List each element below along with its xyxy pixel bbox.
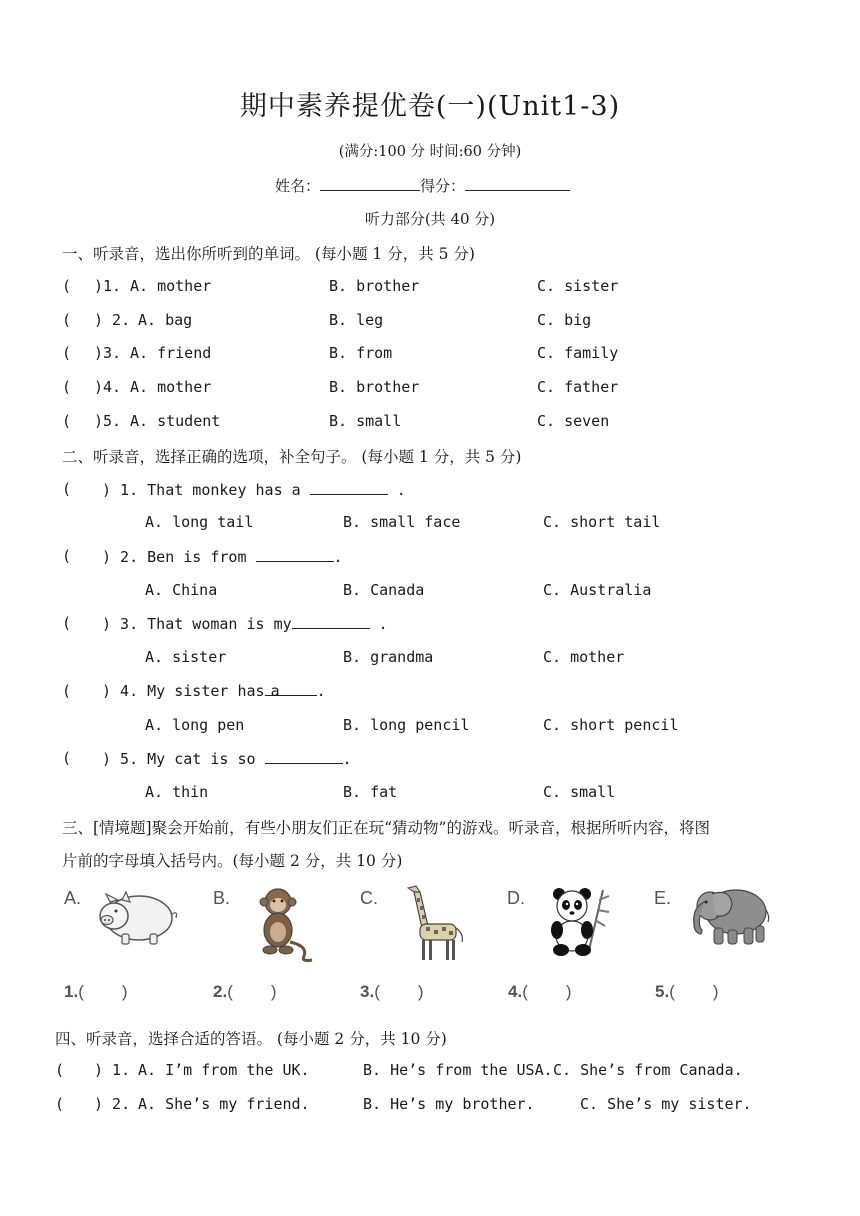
- option-a: A. mother: [130, 277, 212, 295]
- option-a: A. thin: [145, 783, 209, 801]
- section1-heading: 一、听录音，选出你所听到的单词。 (每小题 1 分，共 5 分): [62, 245, 475, 263]
- name-label: 姓名：: [275, 177, 321, 195]
- answer-paren[interactable]: (: [55, 1061, 65, 1079]
- option-c: C. Australia: [543, 581, 652, 599]
- answer-blank[interactable]: [310, 480, 388, 495]
- question-number: )5.: [94, 412, 122, 430]
- question-stem: ) 4. My sister has a .: [102, 682, 326, 700]
- option-c: C. short pencil: [543, 716, 679, 734]
- question-number: )1.: [94, 277, 122, 295]
- question-stem: ) 3. That woman is my .: [102, 615, 388, 633]
- picture-letter: A.: [64, 888, 82, 908]
- section3-heading-line2: 片前的字母填入括号内。(每小题 2 分，共 10 分): [62, 852, 403, 870]
- question-number: )4.: [94, 378, 122, 396]
- option-c: C. father: [537, 378, 619, 396]
- answer-slot[interactable]: 2.( ): [213, 982, 277, 1001]
- option-a: A. long tail: [145, 513, 254, 531]
- listening-part-heading: 听力部分(共 40 分): [364, 210, 496, 228]
- option-a: A. China: [145, 581, 218, 599]
- option-a: A. She’s my friend.: [138, 1095, 310, 1113]
- answer-slot[interactable]: 5.( ): [655, 982, 719, 1001]
- answer-paren[interactable]: (: [55, 1095, 65, 1113]
- question-number: ) 1.: [94, 1061, 131, 1079]
- picture-letter: C.: [360, 888, 378, 908]
- option-b: B. grandma: [343, 648, 434, 666]
- option-c: C. family: [537, 344, 619, 362]
- question-stem: ) 1. That monkey has a .: [102, 481, 406, 499]
- option-c: C. She’s my sister.: [580, 1095, 752, 1113]
- option-c: C. big: [537, 311, 592, 329]
- answer-paren[interactable]: (: [62, 277, 72, 295]
- question-number: )3.: [94, 344, 122, 362]
- option-b: B. brother: [329, 378, 420, 396]
- answer-paren[interactable]: (: [62, 344, 72, 362]
- answer-paren[interactable]: (: [62, 682, 72, 700]
- option-a: A. bag: [138, 311, 193, 329]
- answer-blank[interactable]: [292, 614, 370, 629]
- picture-letter: D.: [507, 888, 525, 908]
- option-b: B. small: [329, 412, 402, 430]
- score-label: 得分：: [420, 177, 466, 195]
- option-b: B. fat: [343, 783, 398, 801]
- option-b: B. He’s from the USA.: [363, 1061, 553, 1079]
- option-b: B. from: [329, 344, 393, 362]
- page-title: 期中素养提优卷(一)(Unit1-3): [239, 91, 621, 122]
- section4-heading: 四、听录音，选择合适的答语。 (每小题 2 分，共 10 分): [55, 1030, 447, 1048]
- option-c: C. seven: [537, 412, 610, 430]
- option-b: B. brother: [329, 277, 420, 295]
- elephant-icon: [686, 880, 826, 970]
- option-c: C. She’s from Canada.: [553, 1061, 743, 1079]
- answer-paren[interactable]: (: [62, 378, 72, 396]
- picture-letter: E.: [654, 888, 672, 908]
- option-b: B. Canada: [343, 581, 425, 599]
- option-a: A. friend: [130, 344, 212, 362]
- question-stem: ) 5. My cat is so .: [102, 750, 352, 768]
- option-b: B. He’s my brother.: [363, 1095, 535, 1113]
- option-c: C. small: [543, 783, 616, 801]
- question-number: ) 2.: [94, 1095, 131, 1113]
- answer-slot[interactable]: 4.( ): [508, 982, 572, 1001]
- option-b: B. long pencil: [343, 716, 470, 734]
- option-c: C. short tail: [543, 513, 661, 531]
- option-a: A. sister: [145, 648, 227, 666]
- answer-paren[interactable]: (: [62, 614, 72, 632]
- option-c: C. sister: [537, 277, 619, 295]
- option-c: C. mother: [543, 648, 625, 666]
- name-score-line: [275, 175, 570, 196]
- option-a: A. mother: [130, 378, 212, 396]
- answer-paren[interactable]: (: [62, 749, 72, 767]
- section3-heading-line1: 三、[情境题]聚会开始前，有些小朋友们正在玩“猜动物”的游戏。听录音，根据所听内容，将图: [62, 819, 710, 837]
- picture-letter: B.: [213, 888, 231, 908]
- score-time-info: (满分:100 分 时间:60 分钟): [338, 144, 522, 160]
- answer-paren[interactable]: (: [62, 547, 72, 565]
- answer-paren[interactable]: (: [62, 412, 72, 430]
- option-b: B. small face: [343, 513, 461, 531]
- question-stem: ) 2. Ben is from .: [102, 548, 343, 566]
- option-b: B. leg: [329, 311, 384, 329]
- answer-paren[interactable]: (: [62, 311, 72, 329]
- name-field[interactable]: [320, 176, 420, 191]
- answer-slot[interactable]: 3.( ): [360, 982, 424, 1001]
- answer-blank[interactable]: a: [265, 682, 317, 696]
- score-field[interactable]: [465, 176, 570, 191]
- question-number: ) 2.: [94, 311, 131, 329]
- option-a: A. student: [130, 412, 221, 430]
- answer-blank[interactable]: [265, 749, 343, 764]
- section2-heading: 二、听录音，选择正确的选项，补全句子。 (每小题 1 分，共 5 分): [62, 448, 522, 466]
- answer-paren[interactable]: (: [62, 480, 72, 498]
- pig-icon: [92, 880, 232, 970]
- option-a: A. long pen: [145, 716, 245, 734]
- answer-blank[interactable]: [256, 547, 334, 562]
- option-a: A. I’m from the UK.: [138, 1061, 310, 1079]
- answer-slot[interactable]: 1.( ): [64, 982, 128, 1001]
